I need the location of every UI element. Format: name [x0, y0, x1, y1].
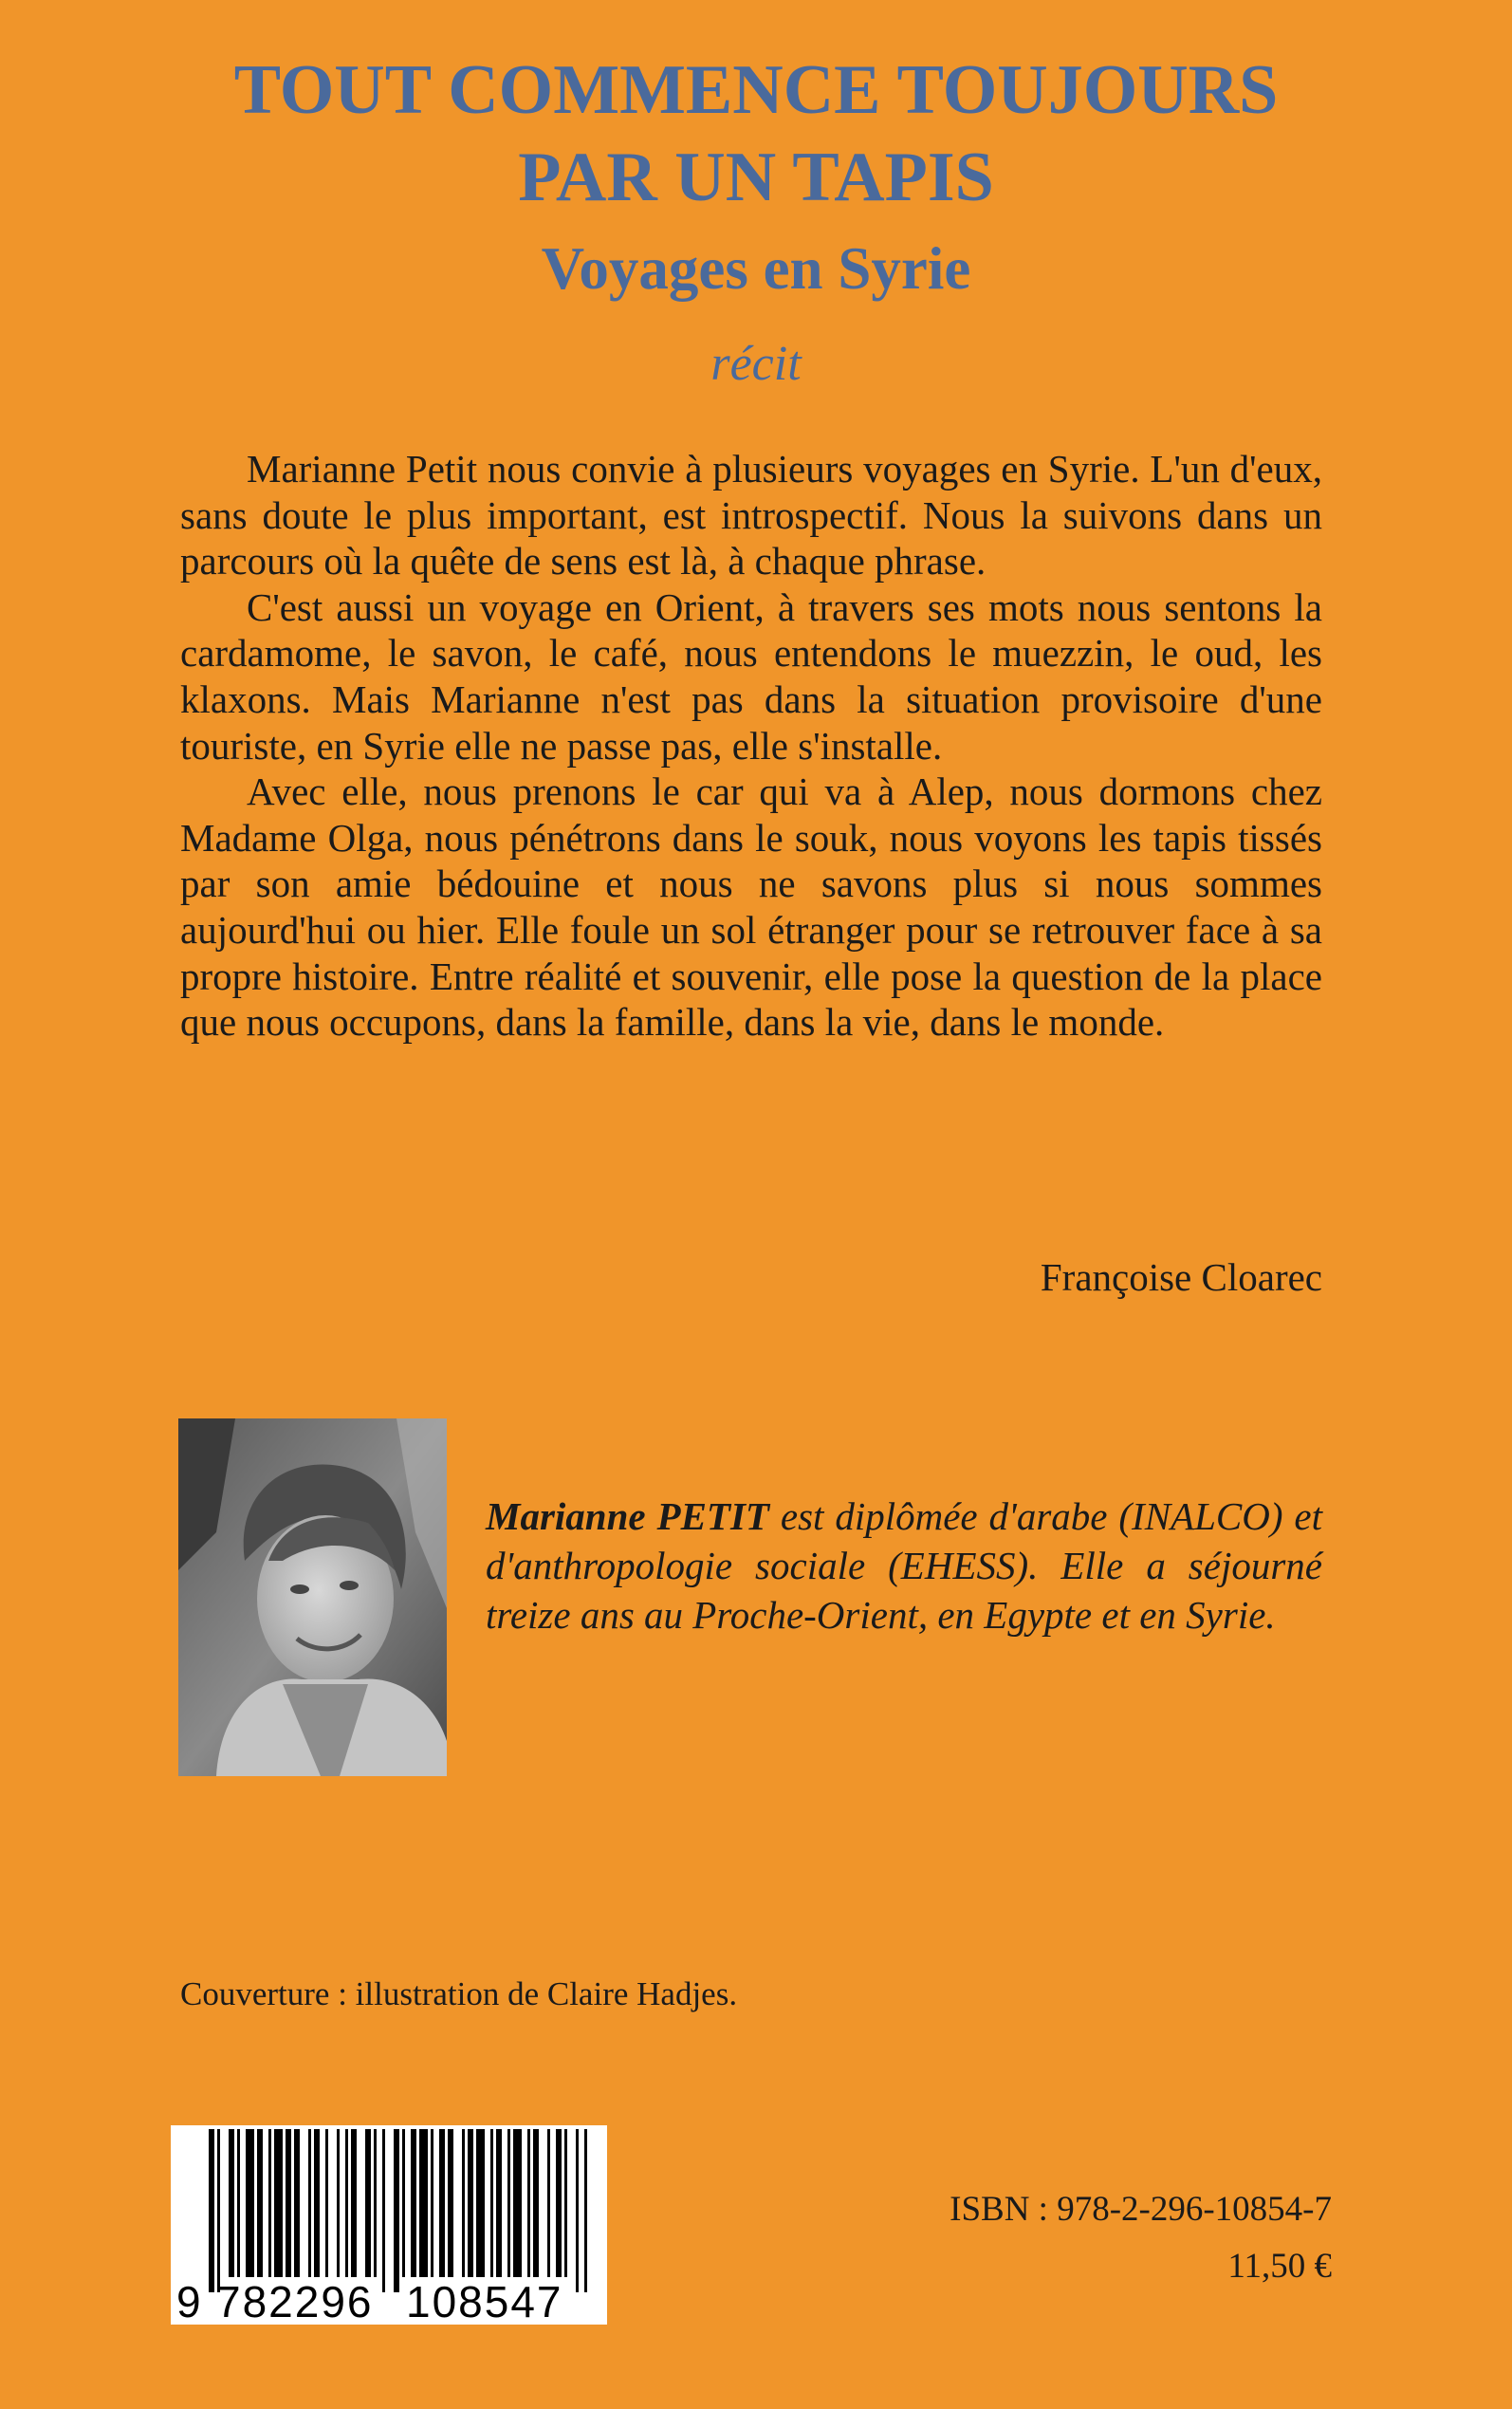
barcode-bar [513, 2129, 522, 2277]
barcode-bar [527, 2129, 530, 2277]
barcode-bar [308, 2129, 311, 2277]
barcode-bar [337, 2129, 340, 2277]
barcode-graphic [171, 2125, 607, 2325]
barcode-bar [382, 2129, 385, 2292]
barcode-bar [496, 2129, 502, 2277]
cover-credit: Couverture : illustration de Claire Hadjes. [180, 1975, 738, 2012]
barcode-bar [325, 2129, 328, 2277]
barcode-bar [294, 2129, 300, 2277]
blurb-paragraph-2: C'est aussi un voyage en Orient, à travers ses mots nous sentons la cardamome, le savon, le café, nous entendons le muezzin, le oud, les klaxons. Mais Marianne n'est pas dans la situation provisoire d'une touriste, en Syrie elle ne passe pas, elle s'installe. [180, 584, 1322, 768]
barcode-bar [507, 2129, 510, 2277]
blurb-paragraph-3: Avec elle, nous prenons le car qui va à Alep, nous dormons chez Madame Olga, nous pénétrons dans le souk, nous voyons les tapis tissés par son amie bédouine et nous ne savons plus si nous sommes aujourd'hui ou hier. Elle foule un sol étranger pour se retrouver face à sa propre histoire. Entre réalité et souvenir, elle pose la question de la place que nous occupons, dans la famille, dans la vie, dans le monde. [180, 769, 1322, 1045]
barcode-first-digit: 9 [176, 2277, 201, 2325]
author-photo [178, 1418, 447, 1776]
title-line-1: TOUT COMMENCE TOUJOURS [233, 51, 1279, 129]
isbn-number: ISBN : 978-2-296-10854-7 [950, 2190, 1332, 2229]
barcode-bar [490, 2129, 493, 2277]
price: 11,50 € [1227, 2247, 1332, 2286]
barcode-bar [268, 2129, 271, 2277]
barcode-bar [217, 2129, 220, 2292]
barcode-bar [394, 2129, 399, 2292]
author-portrait-illustration [178, 1418, 447, 1776]
barcode-bar [419, 2129, 428, 2277]
barcode-bar [345, 2129, 348, 2277]
barcode-bar [246, 2129, 254, 2277]
barcode-bar [439, 2129, 445, 2277]
barcode-bar [411, 2129, 416, 2277]
barcode-bars [209, 2129, 587, 2292]
barcode-bar [448, 2129, 453, 2277]
barcode-bar [365, 2129, 371, 2277]
barcode-bar [237, 2129, 240, 2277]
barcode-group-1: 782296 [216, 2277, 374, 2325]
barcode-bar [257, 2129, 263, 2277]
barcode-bar [431, 2129, 433, 2277]
barcode-bar [476, 2129, 485, 2277]
barcode-bar [533, 2129, 539, 2277]
author-bio [486, 1492, 1322, 1640]
barcode-bar [286, 2129, 291, 2277]
barcode-bar [556, 2129, 562, 2277]
genre-label: récit [710, 337, 802, 391]
barcode-bar [274, 2129, 283, 2277]
barcode-bar [229, 2129, 234, 2277]
author-name: Marianne PETIT [486, 1494, 769, 1538]
subtitle: Voyages en Syrie [541, 235, 971, 302]
barcode-bar [584, 2129, 587, 2292]
barcode-bar [468, 2129, 473, 2277]
author-bio-text: est diplômée d'arabe (INALCO) et d'anthropologie sociale (EHESS). Elle a séjourné treize ans au Proche-Orient, en Egypte et en Syrie. [486, 1494, 1323, 1637]
barcode-bar [351, 2129, 357, 2277]
blurb [180, 446, 1322, 1046]
barcode-bar [547, 2129, 550, 2277]
title-line-2: PAR UN TAPIS [518, 139, 994, 216]
barcode-bar [576, 2129, 579, 2292]
barcode-group-2: 108547 [406, 2277, 563, 2325]
barcode-bar [564, 2129, 567, 2277]
barcode-bar [314, 2129, 320, 2277]
barcode-bar [462, 2129, 465, 2277]
blurb-signature: Françoise Cloarec [1040, 1255, 1322, 1299]
barcode-bar [402, 2129, 405, 2277]
isbn-barcode [171, 2125, 607, 2325]
blurb-paragraph-1: Marianne Petit nous convie à plusieurs voyages en Syrie. L'un d'eux, sans doute le plus important, est introspectif. Nous la suivons dans un parcours où la quête de sens est là, à chaque phrase. [180, 447, 1322, 584]
barcode-bar [374, 2129, 377, 2277]
barcode-bar [209, 2129, 214, 2292]
